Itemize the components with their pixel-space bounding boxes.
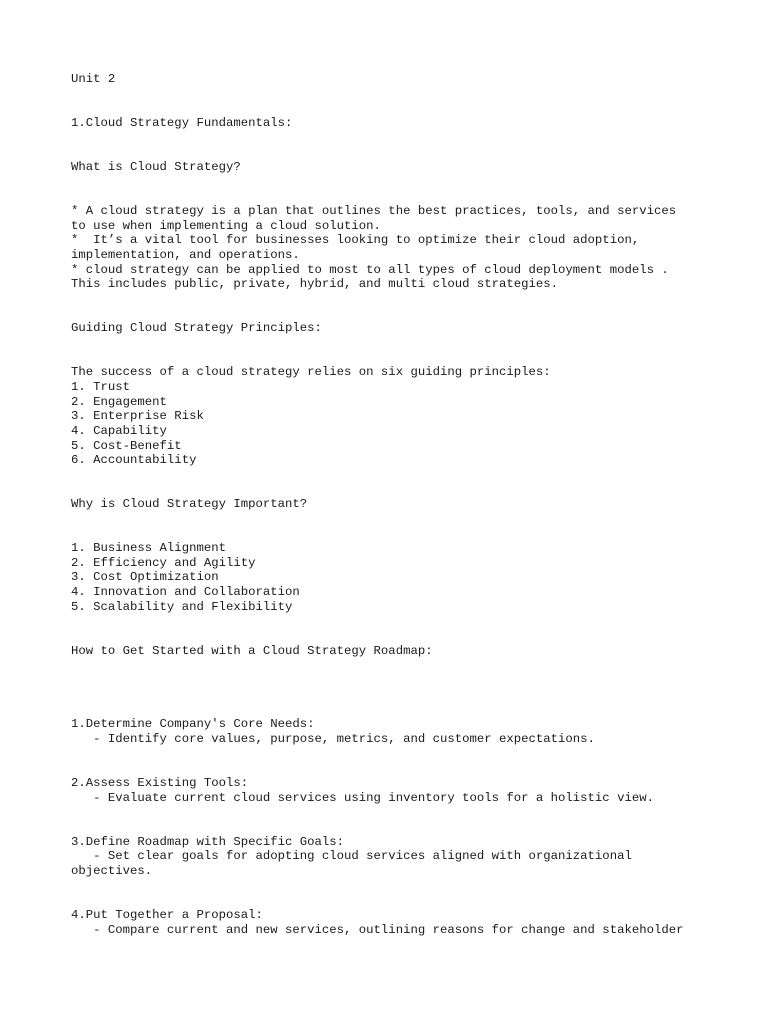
subsection-heading: Guiding Cloud Strategy Principles:	[71, 321, 322, 335]
list-item: 4. Innovation and Collaboration	[71, 585, 300, 599]
list-item: 5. Cost-Benefit	[71, 439, 182, 453]
paragraph-line: * A cloud strategy is a plan that outlines the best practices, tools, and services	[71, 204, 677, 218]
list-item: 2. Efficiency and Agility	[71, 556, 256, 570]
subsection-heading: What is Cloud Strategy?	[71, 160, 241, 174]
step-heading: 2.Assess Existing Tools:	[71, 776, 249, 790]
step-heading: 3.Define Roadmap with Specific Goals:	[71, 835, 345, 849]
step-detail: - Set clear goals for adopting cloud services aligned with organizational	[71, 849, 632, 863]
paragraph-line: * cloud strategy can be applied to most to all types of cloud deployment models .	[71, 263, 669, 277]
step-heading: 4.Put Together a Proposal:	[71, 908, 263, 922]
paragraph-line: The success of a cloud strategy relies on six guiding principles:	[71, 365, 551, 379]
list-item: 5. Scalability and Flexibility	[71, 600, 293, 614]
list-item: 6. Accountability	[71, 453, 197, 467]
step-detail: - Identify core values, purpose, metrics, and customer expectations.	[71, 732, 595, 746]
list-item: 2. Engagement	[71, 395, 167, 409]
subsection-heading: Why is Cloud Strategy Important?	[71, 497, 308, 511]
list-item: 4. Capability	[71, 424, 167, 438]
step-detail: - Evaluate current cloud services using inventory tools for a holistic view.	[71, 791, 654, 805]
list-item: 1. Business Alignment	[71, 541, 226, 555]
step-heading: 1.Determine Company's Core Needs:	[71, 717, 315, 731]
list-item: 3. Enterprise Risk	[71, 409, 204, 423]
step-detail: objectives.	[71, 864, 153, 878]
paragraph-line: This includes public, private, hybrid, and multi cloud strategies.	[71, 277, 559, 291]
list-item: 3. Cost Optimization	[71, 570, 219, 584]
paragraph-line: * It’s a vital tool for businesses looking to optimize their cloud adoption,	[71, 233, 640, 247]
unit-heading: Unit 2	[71, 72, 116, 86]
step-detail: - Compare current and new services, outlining reasons for change and stakeholder	[71, 923, 684, 937]
paragraph-line: implementation, and operations.	[71, 248, 300, 262]
subsection-heading: How to Get Started with a Cloud Strategy Roadmap:	[71, 644, 433, 658]
paragraph-line: to use when implementing a cloud solution.	[71, 219, 381, 233]
section-heading: 1.Cloud Strategy Fundamentals:	[71, 116, 293, 130]
list-item: 1. Trust	[71, 380, 131, 394]
